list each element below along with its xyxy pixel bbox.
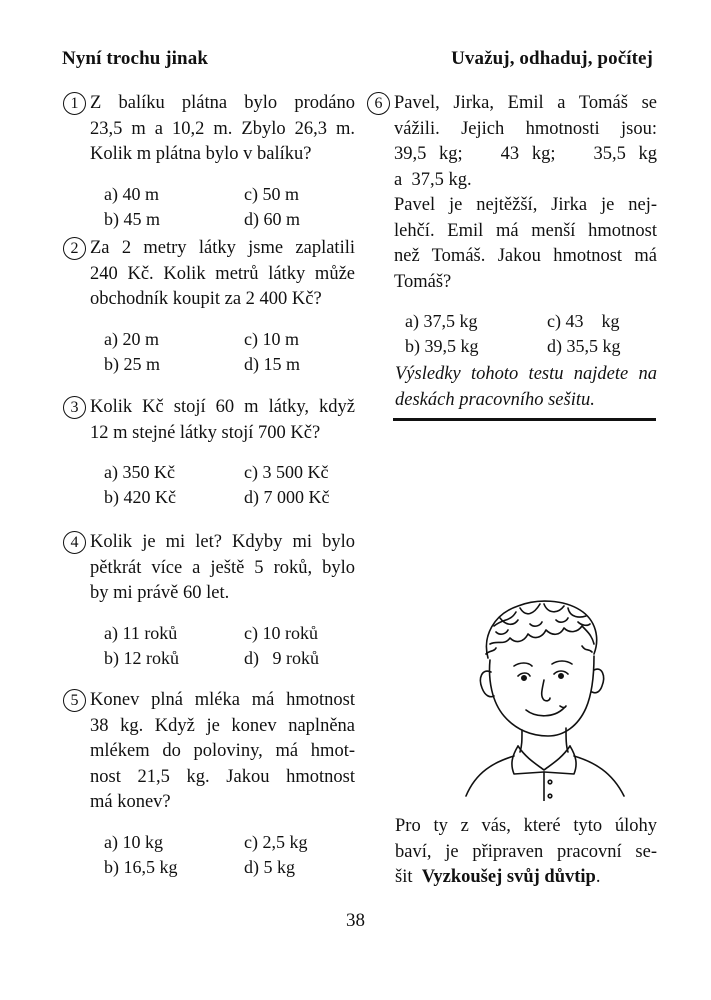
results-note-line: deskách pracovního sešitu.: [395, 390, 595, 410]
question-line: 12 m stejné látky stojí 700 Kč?: [90, 422, 321, 443]
question-text: [90, 688, 355, 816]
promo-line: baví, je připraven pracovní se-: [395, 841, 657, 862]
promo-line: Pro ty z vás, které tyto úlohy: [395, 816, 657, 836]
question-text: [394, 91, 657, 193]
question-4: [63, 530, 355, 673]
question-line: by mi právě 60 let.: [90, 583, 230, 603]
question-line: Kolik Kč stojí 60 m látky, když: [90, 397, 355, 417]
promo-prefix: šit: [395, 867, 413, 887]
question-line: nost 21,5 kg. Jakou hmotnost: [90, 766, 355, 787]
question-text: [90, 236, 355, 313]
question-number-badge: 4: [63, 531, 86, 554]
answer-option-b: b) 39,5 kg: [405, 336, 479, 356]
section-divider: [393, 418, 656, 421]
promo-suffix: .: [595, 867, 601, 887]
workbook-promo: [395, 814, 657, 891]
question-line: 39,5 kg; 43 kg; 35,5 kg: [394, 144, 657, 164]
question-line: 240 Kč. Kolik metrů látky může: [90, 263, 355, 284]
question-line: lehčí. Emil má menší hmotnost: [394, 220, 657, 241]
question-2: [63, 236, 355, 379]
answer-options: [63, 621, 355, 673]
question-line: Kolik je mi let? Kdyby mi bylo: [90, 532, 355, 552]
question-text: [90, 530, 355, 607]
question-line: vážili. Jejich hmotnosti jsou:: [394, 118, 657, 139]
answer-option-c: c) 43 kg: [547, 311, 620, 331]
answer-option-d: d) 5 kg: [244, 856, 295, 877]
question-text-continued: [394, 193, 657, 295]
answer-option-b: b) 45 m: [104, 208, 160, 229]
question-line: Za 2 metry látky jsme zaplatili: [90, 238, 355, 258]
question-number-badge: 2: [63, 237, 86, 260]
question-line: a 37,5 kg.: [394, 169, 472, 190]
question-line: 38 kg. Když je konev naplněna: [90, 715, 355, 736]
answer-option-d: d) 60 m: [244, 208, 300, 229]
question-5: [63, 688, 355, 882]
answer-options: [63, 460, 355, 512]
answer-option-a: a) 11 roků: [104, 622, 178, 643]
results-note: [395, 361, 657, 413]
boy-portrait-illustration: [460, 596, 640, 801]
question-text: [90, 395, 355, 446]
answer-options: [367, 309, 657, 361]
answer-option-b: b) 420 Kč: [104, 487, 176, 507]
answer-option-a: a) 40 m: [104, 183, 159, 204]
answer-option-c: c) 50 m: [244, 183, 299, 204]
answer-option-b: b) 16,5 kg: [104, 856, 178, 877]
question-number-badge: 5: [63, 689, 86, 712]
answer-option-b: b) 12 roků: [104, 647, 179, 668]
answer-option-a: a) 37,5 kg: [405, 311, 478, 331]
question-line: Pavel, Jirka, Emil a Tomáš se: [394, 93, 657, 113]
answer-option-c: c) 2,5 kg: [244, 831, 308, 852]
answer-option-c: c) 10 m: [244, 328, 299, 349]
header-left-title: Nyní trochu jinak: [62, 48, 208, 69]
question-text: [90, 91, 355, 168]
question-number-badge: 6: [367, 92, 390, 115]
question-3: [63, 395, 355, 512]
answer-options: [63, 182, 355, 234]
question-line: má konev?: [90, 792, 171, 812]
question-line: Kolik m plátna bylo v balíku?: [90, 144, 312, 164]
answer-option-d: d) 7 000 Kč: [244, 487, 330, 507]
question-6: [367, 91, 657, 361]
answer-option-b: b) 25 m: [104, 353, 160, 374]
workbook-title: Vyzkoušej svůj důvtip: [421, 867, 596, 887]
answer-option-c: c) 3 500 Kč: [244, 462, 329, 482]
question-line: pětkrát více a ještě 5 roků, bylo: [90, 557, 355, 578]
question-line: Pavel je nejtěžší, Jirka je nej-: [394, 195, 657, 215]
question-line: Z balíku plátna bylo prodáno: [90, 93, 355, 113]
question-line: než Tomáš. Jakou hmotnost má: [394, 246, 657, 266]
answer-options: [63, 327, 355, 379]
answer-option-d: d) 9 roků: [244, 647, 319, 668]
answer-option-d: d) 35,5 kg: [547, 336, 621, 356]
answer-option-d: d) 15 m: [244, 353, 300, 374]
promo-line-last: [395, 865, 657, 891]
question-line: 23,5 m a 10,2 m. Zbylo 26,3 m.: [90, 118, 355, 139]
question-line: obchodník koupit za 2 400 Kč?: [90, 289, 322, 309]
question-number-badge: 1: [63, 92, 86, 115]
answer-option-c: c) 10 roků: [244, 622, 318, 643]
answer-option-a: a) 10 kg: [104, 831, 163, 852]
question-line: Tomáš?: [394, 271, 452, 292]
page-number: 38: [346, 910, 365, 931]
results-note-line: Výsledky tohoto testu najdete na: [395, 364, 657, 384]
question-1: [63, 91, 355, 234]
answer-option-a: a) 350 Kč: [104, 462, 175, 482]
question-line: Konev plná mléka má hmotnost: [90, 690, 355, 710]
answer-options: [63, 830, 355, 882]
question-number-badge: 3: [63, 396, 86, 419]
answer-option-a: a) 20 m: [104, 328, 159, 349]
question-line: mlékem do poloviny, má hmot-: [90, 741, 355, 761]
header-right-title: Uvažuj, odhaduj, počítej: [451, 48, 653, 69]
